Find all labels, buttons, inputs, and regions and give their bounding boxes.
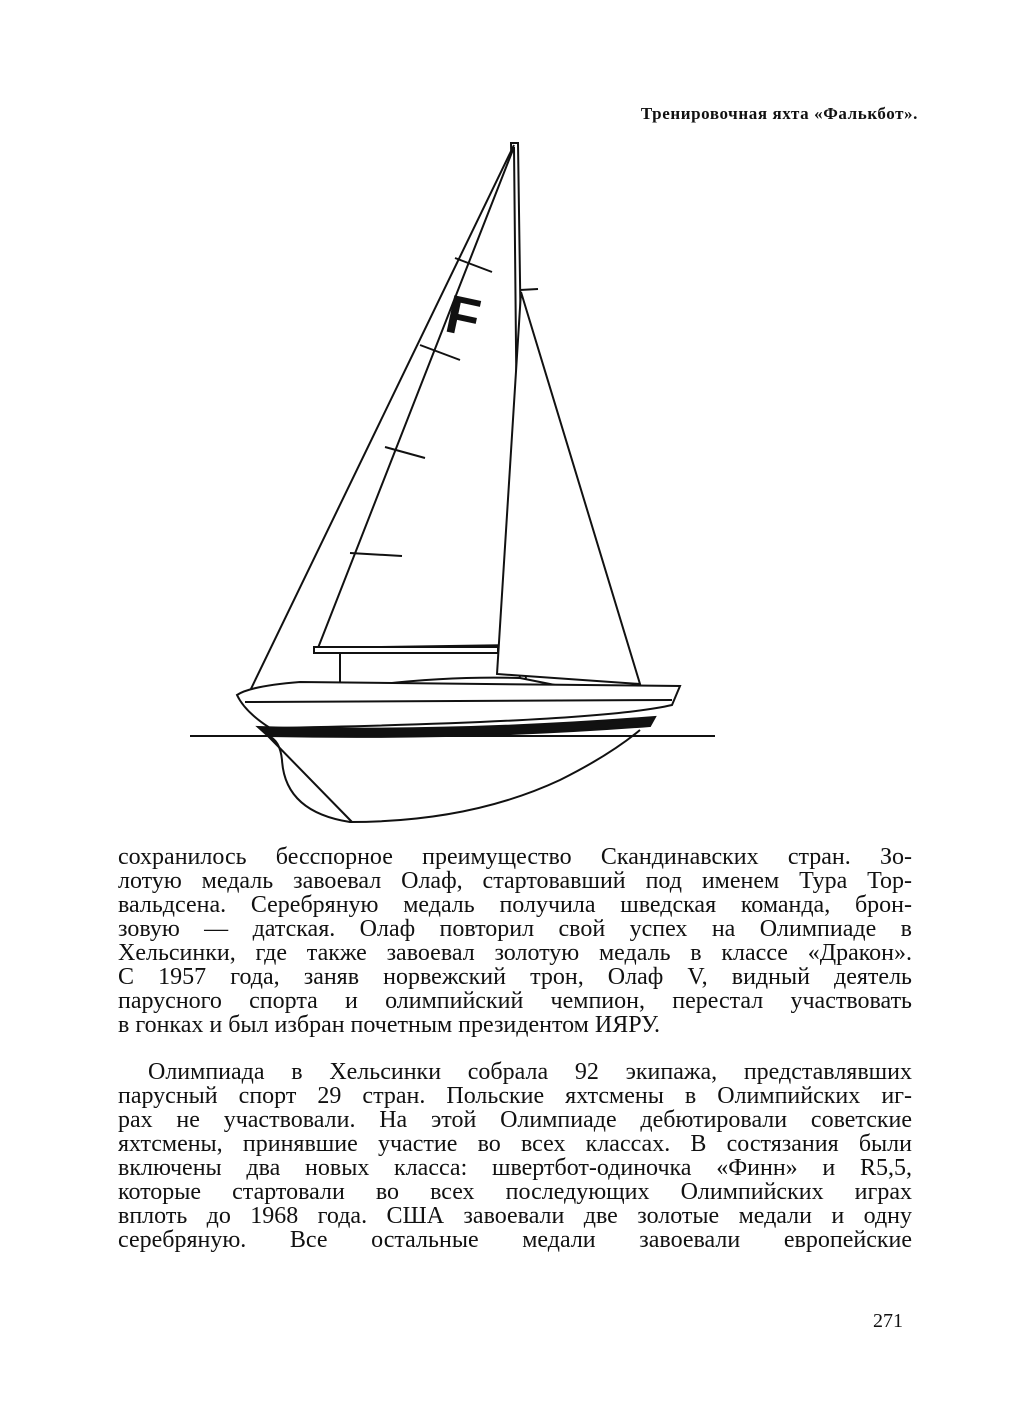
text-line: Хельсинки, где также завоевал золотую медаль в классе «Дракон». bbox=[118, 941, 912, 965]
jib bbox=[497, 292, 640, 684]
figure-caption: Тренировочная яхта «Фалькбот». bbox=[640, 104, 918, 123]
text-line: С 1957 года, заняв норвежский трон, Олаф V, видный деятель bbox=[118, 965, 912, 989]
text-line: лотую медаль завоевал Олаф, стартовавший под именем Тура Тор- bbox=[118, 869, 912, 893]
page-number: 271 bbox=[873, 1310, 903, 1332]
mainsail bbox=[318, 147, 519, 648]
text-line: зовую — датская. Олаф повторил свой успех на Олимпиаде в bbox=[118, 917, 912, 941]
text-line: которые стартовали во всех последующих Олимпийских играх bbox=[118, 1180, 912, 1204]
text-line: Олимпиада в Хельсинки собрала 92 экипажа, представлявших bbox=[148, 1060, 912, 1084]
paragraph-1 bbox=[118, 845, 912, 1037]
text-line: парусный спорт 29 стран. Польские яхтсмены в Олимпийских иг- bbox=[118, 1084, 912, 1108]
boom bbox=[314, 647, 498, 653]
sail-letter: F bbox=[440, 283, 486, 350]
text-line: яхтсмены, принявшие участие во всех классах. В состязания были bbox=[118, 1132, 912, 1156]
text-line: в гонках и был избран почетным президентом ИЯРУ. bbox=[118, 1013, 661, 1037]
text-line: вплоть до 1968 года. США завоевали две золотые медали и одну bbox=[118, 1204, 912, 1228]
text-line: сохранилось бесспорное преимущество Скандинавских стран. Зо- bbox=[118, 845, 912, 869]
paragraph-2 bbox=[118, 1060, 912, 1252]
text-line: серебряную. Все остальные медали завоевали европейские bbox=[118, 1228, 912, 1252]
text-line: включены два новых класса: швертбот-одиночка «Финн» и R5,5, bbox=[118, 1156, 912, 1180]
text-line: рах не участвовали. На этой Олимпиаде дебютировали советские bbox=[118, 1108, 912, 1132]
text-line: вальдсена. Серебряную медаль получила шведская команда, брон- bbox=[118, 893, 912, 917]
text-line: парусного спорта и олимпийский чемпион, перестал участвовать bbox=[118, 989, 912, 1013]
